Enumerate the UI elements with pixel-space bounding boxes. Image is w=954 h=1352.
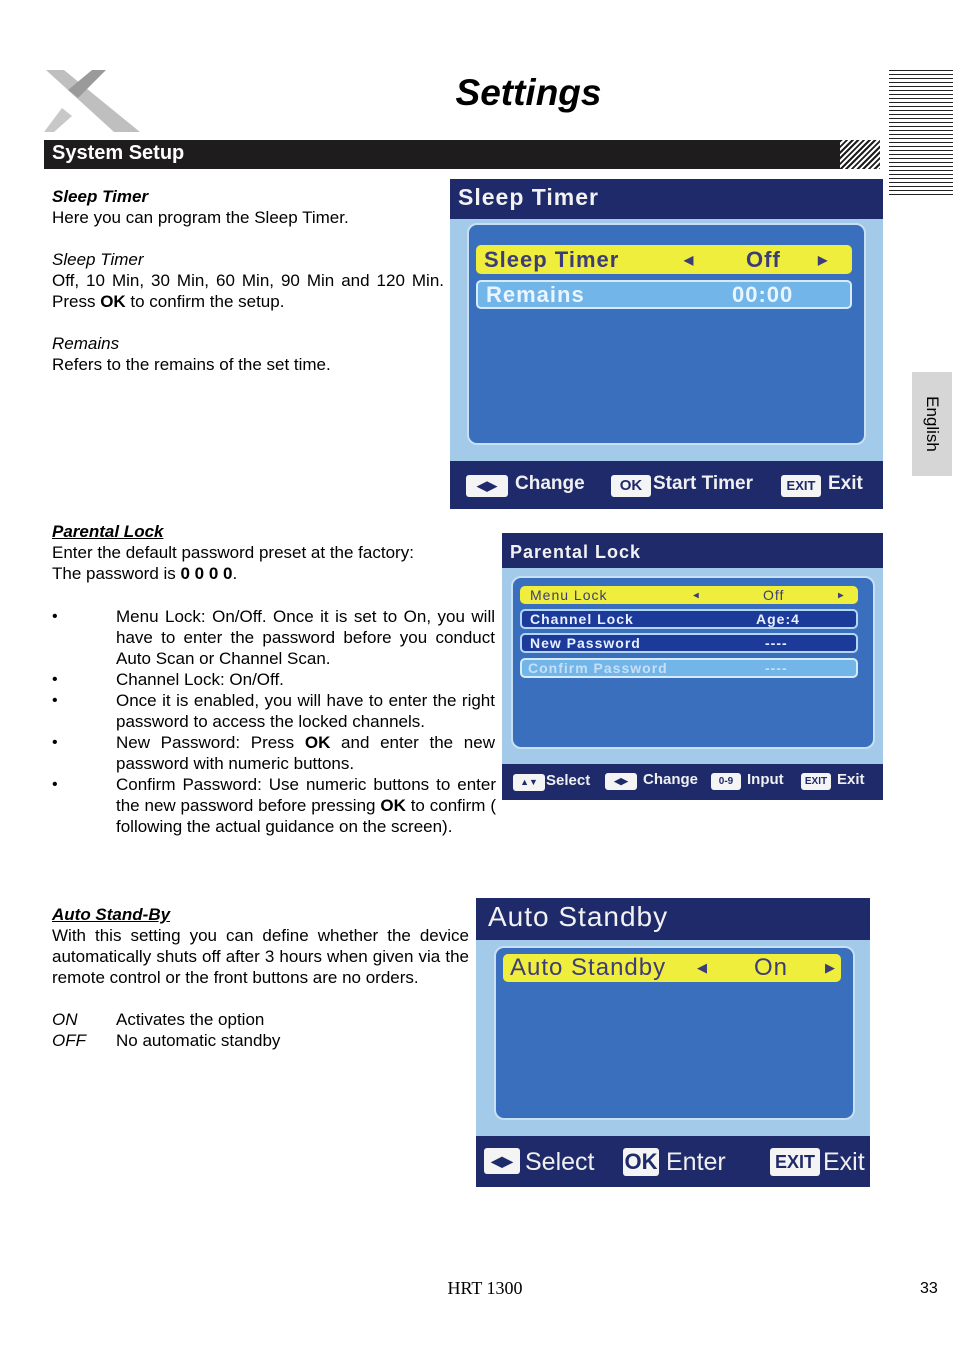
- exit-label: Exit: [828, 473, 863, 494]
- channel-lock-row[interactable]: Channel Lock Age:4: [520, 609, 858, 629]
- exit-label: Exit: [823, 1148, 865, 1176]
- sleep-timer-footer: [450, 461, 883, 509]
- decorative-lines: [889, 70, 953, 196]
- auto-standby-text: [52, 904, 469, 1051]
- ok-key-icon: OK: [611, 475, 651, 497]
- remains-row: Remains 00:00: [476, 280, 852, 309]
- page-number: 33: [920, 1280, 938, 1297]
- arrows-key-icon: ◀▶: [484, 1148, 520, 1174]
- section-bar: [44, 140, 880, 169]
- auto-standby-heading: Auto Stand-By: [52, 905, 171, 924]
- bullet-item: • New Password: Press OK and enter the new password with numeric buttons.: [52, 733, 495, 773]
- auto-standby-intro: With this setting you can define whether the device automatically shuts off after 3 hours when given via the remote control or the front buttons are no orders.: [52, 926, 469, 987]
- section-hatch: [840, 140, 880, 169]
- auto-standby-footer: [476, 1136, 870, 1187]
- exit-key-icon: EXIT: [770, 1148, 820, 1176]
- parental-lock-intro-2: The password is 0 0 0 0.: [52, 564, 238, 583]
- parental-lock-intro-1: Enter the default password preset at the factory:: [52, 543, 414, 562]
- parental-lock-text: [52, 521, 495, 605]
- sleep-timer-sub1-title: Sleep Timer: [52, 250, 144, 269]
- exit-key-icon: EXIT: [801, 773, 831, 790]
- input-label: Input: [747, 771, 784, 788]
- screen-title: Parental Lock: [510, 542, 642, 562]
- confirm-password-row: Confirm Password ----: [520, 658, 858, 678]
- bullet-item: • Confirm Password: Use numeric buttons to enter the new password before pressing OK to confirm ( following the actual guidance on the screen).: [52, 775, 496, 836]
- screen-title: Sleep Timer: [458, 184, 599, 210]
- parental-lock-heading: Parental Lock: [52, 522, 164, 541]
- sleep-timer-text: [52, 186, 444, 375]
- up-down-key-icon: ▲▼: [513, 774, 545, 791]
- screen-title: Auto Standby: [488, 901, 669, 932]
- page-title: Settings: [455, 72, 602, 113]
- footer-brand: HRT 1300: [447, 1278, 523, 1298]
- remains-text: Refers to the remains of the set time.: [52, 355, 331, 374]
- sleep-timer-row[interactable]: Sleep Timer ◀ Off ▶: [476, 245, 852, 274]
- numeric-key-icon: 0-9: [711, 773, 741, 790]
- change-label: Change: [515, 473, 585, 494]
- section-title: System Setup: [52, 142, 185, 164]
- parental-lock-footer: [502, 764, 883, 800]
- enter-label: Enter: [666, 1148, 726, 1176]
- sleep-timer-intro: Here you can program the Sleep Timer.: [52, 208, 349, 227]
- language-tab-label: English: [923, 396, 942, 452]
- exit-key-icon: EXIT: [781, 475, 821, 497]
- menu-lock-row[interactable]: Menu Lock ◀ Off ▶: [520, 586, 858, 604]
- auto-standby-screen: [476, 898, 870, 1187]
- change-label: Change: [643, 771, 699, 788]
- arrows-key-icon: ◀▶: [605, 773, 637, 790]
- sleep-timer-heading: Sleep Timer: [52, 187, 149, 206]
- sleep-timer-screen: [450, 179, 883, 509]
- bullet-item: • Menu Lock: On/Off. Once it is set to On, you will have to enter the password before you conduct Auto Scan or Channel Scan.: [52, 607, 495, 668]
- select-label: Select: [525, 1148, 595, 1176]
- option-off: OFF No automatic standby: [52, 1031, 281, 1050]
- option-on: ON Activates the option: [52, 1010, 265, 1029]
- select-label: Select: [546, 772, 591, 789]
- start-timer-label: Start Timer: [653, 473, 753, 494]
- bullet-item: • Once it is enabled, you will have to enter the right password to access the locked channels.: [52, 691, 495, 731]
- language-tab: [912, 372, 952, 476]
- parental-lock-bullets: [52, 606, 495, 837]
- parental-lock-screen: [502, 533, 883, 800]
- remains-title: Remains: [52, 334, 120, 353]
- new-password-row[interactable]: New Password ----: [520, 633, 858, 653]
- arrows-key-icon: ◀▶: [466, 475, 508, 497]
- auto-standby-row[interactable]: Auto Standby ◀ On ▶: [503, 954, 841, 982]
- bullet-item: • Channel Lock: On/Off.: [52, 670, 284, 689]
- sleep-timer-sub1-text: Off, 10 Min, 30 Min, 60 Min, 90 Min and 120 Min. Press OK to confirm the setup.: [52, 271, 444, 311]
- ok-key-icon: OK: [624, 1149, 658, 1174]
- exit-label: Exit: [837, 771, 865, 788]
